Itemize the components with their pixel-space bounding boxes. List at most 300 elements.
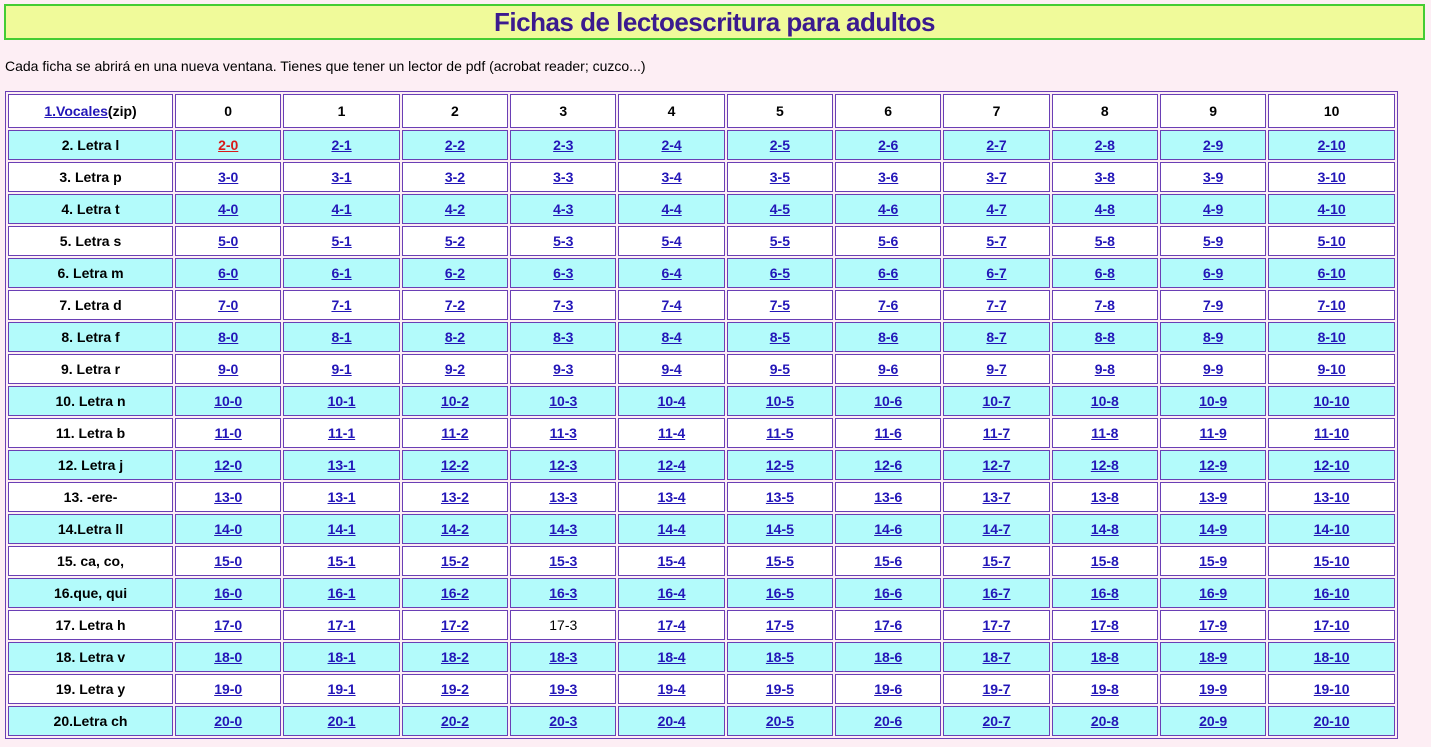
worksheet-cell: [618, 482, 724, 512]
worksheet-cell: [1268, 162, 1395, 192]
worksheet-link[interactable]: 14-9: [1199, 521, 1228, 537]
column-header: 10: [1268, 94, 1395, 128]
worksheet-link[interactable]: 12-7: [982, 457, 1011, 473]
row-label: 4. Letra t: [8, 194, 173, 224]
worksheet-link[interactable]: 13-1: [327, 457, 356, 473]
worksheet-link[interactable]: 8-4: [661, 329, 682, 345]
worksheet-link[interactable]: 12-4: [657, 457, 686, 473]
worksheet-cell: [510, 290, 616, 320]
worksheet-cell: [283, 354, 399, 384]
worksheet-link[interactable]: 6-3: [553, 265, 574, 281]
worksheet-link[interactable]: 8-2: [444, 329, 466, 345]
table-row: [8, 322, 1395, 352]
worksheet-link[interactable]: 20-8: [1090, 713, 1119, 729]
worksheet-cell: [1268, 642, 1395, 672]
worksheet-link[interactable]: 18-0: [214, 649, 243, 665]
worksheet-cell: [283, 162, 399, 192]
worksheet-link[interactable]: 7-7: [986, 297, 1007, 313]
worksheet-link[interactable]: 16-4: [657, 585, 686, 601]
worksheet-link[interactable]: 15-7: [982, 553, 1011, 569]
worksheet-link[interactable]: 3-8: [1094, 169, 1115, 185]
table-row: [8, 514, 1395, 544]
worksheet-link[interactable]: 19-10: [1313, 681, 1350, 697]
worksheet-link[interactable]: 18-3: [549, 649, 578, 665]
worksheet-link[interactable]: 17-7: [982, 617, 1011, 633]
worksheet-cell: [1268, 706, 1395, 736]
worksheet-link[interactable]: 3-3: [553, 169, 574, 185]
row-label: 7. Letra d: [8, 290, 173, 320]
worksheet-link[interactable]: 7-4: [661, 297, 682, 313]
worksheet-link[interactable]: 17-1: [327, 617, 356, 633]
worksheet-cell: [618, 706, 724, 736]
worksheet-link[interactable]: 15-0: [214, 553, 243, 569]
worksheet-link[interactable]: 20-4: [657, 713, 686, 729]
worksheet-link[interactable]: 13-3: [549, 489, 578, 505]
worksheet-link[interactable]: 8-0: [218, 329, 239, 345]
worksheet-cell: [943, 706, 1049, 736]
worksheet-link[interactable]: 2-5: [769, 137, 790, 153]
worksheet-cell: [283, 450, 399, 480]
worksheet-cell: [835, 450, 941, 480]
worksheet-cell: [943, 578, 1049, 608]
row-label: 11. Letra b: [8, 418, 173, 448]
worksheet-link[interactable]: 18-2: [440, 649, 469, 665]
worksheet-link[interactable]: 2-3: [553, 137, 574, 153]
worksheet-link[interactable]: 7-6: [878, 297, 899, 313]
worksheet-link[interactable]: 10-3: [549, 393, 578, 409]
worksheet-link[interactable]: 11-6: [874, 425, 902, 441]
worksheet-link[interactable]: 16-1: [327, 585, 356, 601]
worksheet-link[interactable]: 18-10: [1313, 649, 1350, 665]
worksheet-link[interactable]: 19-2: [440, 681, 469, 697]
worksheet-link[interactable]: 7-3: [553, 297, 574, 313]
worksheet-link[interactable]: 13-1: [327, 489, 356, 505]
worksheet-link[interactable]: 11-4: [657, 425, 686, 441]
worksheet-link[interactable]: 6-9: [1203, 265, 1224, 281]
worksheet-link[interactable]: 14-6: [874, 521, 903, 537]
worksheet-link[interactable]: 6-2: [444, 265, 466, 281]
worksheet-link[interactable]: 12-5: [765, 457, 794, 473]
worksheet-cell: [402, 450, 508, 480]
worksheet-cell: [510, 642, 616, 672]
worksheet-cell: [283, 514, 399, 544]
worksheet-link[interactable]: 11-1: [327, 425, 356, 441]
worksheet-cell: [283, 418, 399, 448]
worksheet-link[interactable]: 18-5: [765, 649, 794, 665]
worksheet-link[interactable]: 20-6: [874, 713, 903, 729]
worksheet-link[interactable]: 11-0: [214, 425, 242, 441]
worksheet-link[interactable]: 8-8: [1094, 329, 1115, 345]
worksheet-link[interactable]: 13-5: [765, 489, 794, 505]
worksheet-link[interactable]: 8-7: [986, 329, 1007, 345]
worksheet-link[interactable]: 3-1: [331, 169, 352, 185]
worksheet-link[interactable]: 5-4: [661, 233, 682, 249]
worksheet-link[interactable]: 16-8: [1090, 585, 1119, 601]
worksheet-link[interactable]: 20-2: [440, 713, 469, 729]
worksheet-link[interactable]: 15-9: [1199, 553, 1228, 569]
row-label: 19. Letra y: [8, 674, 173, 704]
worksheet-cell: [1160, 226, 1266, 256]
worksheet-link[interactable]: 20-7: [982, 713, 1011, 729]
worksheet-link[interactable]: 16-2: [440, 585, 469, 601]
header-first-cell: [8, 94, 173, 128]
worksheet-link[interactable]: 6-4: [661, 265, 682, 281]
worksheet-cell: [402, 546, 508, 576]
worksheet-cell: [727, 482, 833, 512]
worksheet-cell: [1268, 194, 1395, 224]
worksheet-link[interactable]: 14-7: [982, 521, 1011, 537]
worksheet-link[interactable]: 10-9: [1199, 393, 1228, 409]
worksheet-link[interactable]: 17-9: [1199, 617, 1228, 633]
worksheet-link[interactable]: 3-4: [661, 169, 682, 185]
worksheet-cell: [402, 226, 508, 256]
table-row: [8, 194, 1395, 224]
worksheet-link[interactable]: 19-5: [765, 681, 794, 697]
worksheet-cell: [402, 322, 508, 352]
worksheet-link[interactable]: 7-1: [331, 297, 352, 313]
worksheet-cell: [727, 386, 833, 416]
worksheet-link[interactable]: 11-8: [1091, 425, 1119, 441]
worksheet-link[interactable]: 2-8: [1094, 137, 1115, 153]
worksheet-cell: [175, 194, 281, 224]
worksheet-link[interactable]: 11-10: [1314, 425, 1350, 441]
worksheet-link[interactable]: 7-0: [218, 297, 239, 313]
worksheet-link[interactable]: 4-4: [661, 201, 682, 217]
worksheet-link[interactable]: 10-5: [765, 393, 794, 409]
worksheet-cell: [175, 386, 281, 416]
worksheet-link[interactable]: 7-5: [769, 297, 790, 313]
worksheet-link[interactable]: 15-8: [1090, 553, 1119, 569]
worksheet-link[interactable]: 8-10: [1317, 329, 1346, 345]
worksheet-link[interactable]: 12-9: [1199, 457, 1228, 473]
worksheet-cell: [835, 642, 941, 672]
worksheet-link[interactable]: 17-4: [657, 617, 686, 633]
worksheet-cell: [1160, 706, 1266, 736]
table-row: [8, 642, 1395, 672]
worksheet-link[interactable]: 9-8: [1094, 361, 1115, 377]
worksheet-link[interactable]: 10-10: [1313, 393, 1350, 409]
worksheet-cell: [402, 418, 508, 448]
worksheet-link[interactable]: 15-6: [874, 553, 903, 569]
worksheet-link[interactable]: 10-2: [440, 393, 469, 409]
worksheet-cell: [835, 194, 941, 224]
worksheet-link[interactable]: 20-9: [1199, 713, 1228, 729]
worksheet-link[interactable]: 10-4: [657, 393, 686, 409]
worksheet-link[interactable]: 17-2: [440, 617, 469, 633]
worksheet-link[interactable]: 4-3: [553, 201, 574, 217]
worksheet-link[interactable]: 3-10: [1317, 169, 1346, 185]
worksheet-link[interactable]: 8-1: [331, 329, 352, 345]
worksheet-link[interactable]: 5-0: [218, 233, 239, 249]
worksheet-link[interactable]: 17-8: [1090, 617, 1119, 633]
worksheet-link[interactable]: 7-9: [1203, 297, 1224, 313]
worksheet-link[interactable]: 3-9: [1203, 169, 1224, 185]
worksheet-link[interactable]: 10-7: [982, 393, 1011, 409]
worksheet-link[interactable]: 13-7: [982, 489, 1011, 505]
worksheet-link[interactable]: 16-10: [1313, 585, 1350, 601]
worksheet-link[interactable]: 10-1: [327, 393, 356, 409]
worksheet-cell: [618, 386, 724, 416]
worksheet-link[interactable]: 2-1: [331, 137, 352, 153]
worksheet-link[interactable]: 14-0: [214, 521, 243, 537]
worksheet-link[interactable]: 14-3: [549, 521, 578, 537]
worksheet-link[interactable]: 12-3: [549, 457, 578, 473]
worksheet-link[interactable]: 13-4: [657, 489, 686, 505]
worksheet-link[interactable]: 7-2: [444, 297, 466, 313]
worksheet-link[interactable]: 16-7: [982, 585, 1011, 601]
worksheet-cell: [1052, 386, 1158, 416]
worksheet-cell: [283, 482, 399, 512]
worksheet-cell: [510, 546, 616, 576]
worksheet-cell: [175, 418, 281, 448]
worksheet-cell: [618, 418, 724, 448]
worksheet-link[interactable]: 20-0: [214, 713, 243, 729]
row-label: 3. Letra p: [8, 162, 173, 192]
worksheet-link[interactable]: 3-7: [986, 169, 1007, 185]
worksheet-link[interactable]: 19-8: [1090, 681, 1119, 697]
worksheet-cell: [1268, 226, 1395, 256]
worksheet-link[interactable]: 14-4: [657, 521, 686, 537]
worksheet-cell: [727, 322, 833, 352]
worksheet-cell: [727, 642, 833, 672]
worksheet-link[interactable]: 7-10: [1317, 297, 1346, 313]
worksheet-link[interactable]: 8-6: [878, 329, 899, 345]
worksheet-cell: [1268, 418, 1395, 448]
worksheet-link[interactable]: 6-1: [331, 265, 352, 281]
worksheet-cell: [1052, 482, 1158, 512]
worksheet-link[interactable]: 14-8: [1090, 521, 1119, 537]
worksheet-link[interactable]: 9-7: [986, 361, 1007, 377]
worksheet-link[interactable]: 2-9: [1203, 137, 1224, 153]
worksheet-link[interactable]: 4-7: [986, 201, 1007, 217]
worksheet-link[interactable]: 9-3: [553, 361, 574, 377]
worksheet-link[interactable]: 9-10: [1317, 361, 1346, 377]
worksheet-link[interactable]: 16-6: [874, 585, 903, 601]
table-row: [8, 162, 1395, 192]
worksheet-cell: [402, 130, 508, 160]
worksheet-link[interactable]: 5-3: [553, 233, 574, 249]
worksheet-cell: [1160, 130, 1266, 160]
worksheet-link[interactable]: 15-10: [1313, 553, 1350, 569]
worksheet-link[interactable]: 3-2: [444, 169, 466, 185]
worksheet-cell: [510, 514, 616, 544]
worksheet-link[interactable]: 6-10: [1317, 265, 1346, 281]
worksheet-cell: [835, 674, 941, 704]
worksheet-cell: [727, 578, 833, 608]
worksheet-link[interactable]: 18-8: [1090, 649, 1119, 665]
worksheet-link[interactable]: 6-6: [878, 265, 899, 281]
worksheet-link[interactable]: 2-4: [661, 137, 682, 153]
worksheet-link[interactable]: 14-5: [765, 521, 794, 537]
worksheet-link[interactable]: 7-8: [1094, 297, 1115, 313]
worksheet-link[interactable]: 17-6: [874, 617, 903, 633]
worksheet-cell: [175, 610, 281, 640]
column-header: 4: [618, 94, 724, 128]
worksheet-link[interactable]: 18-7: [982, 649, 1011, 665]
worksheet-link[interactable]: 10-0: [214, 393, 243, 409]
worksheet-link[interactable]: 9-0: [218, 361, 239, 377]
worksheet-cell: [727, 194, 833, 224]
worksheet-cell: [175, 290, 281, 320]
worksheet-link[interactable]: 9-4: [661, 361, 682, 377]
worksheet-cell: [1268, 290, 1395, 320]
worksheet-link[interactable]: 20-5: [765, 713, 794, 729]
worksheet-link[interactable]: 6-7: [986, 265, 1007, 281]
worksheet-link[interactable]: 2-10: [1317, 137, 1346, 153]
worksheet-link[interactable]: 19-4: [657, 681, 686, 697]
worksheet-link[interactable]: 16-3: [549, 585, 578, 601]
worksheet-link[interactable]: 6-5: [769, 265, 790, 281]
worksheet-link[interactable]: 14-1: [327, 521, 356, 537]
worksheet-cell: [402, 674, 508, 704]
table-row: [8, 418, 1395, 448]
worksheet-link[interactable]: 9-6: [878, 361, 899, 377]
worksheet-link[interactable]: 8-3: [553, 329, 574, 345]
table-row: [8, 578, 1395, 608]
worksheet-link[interactable]: 19-3: [549, 681, 578, 697]
worksheet-link[interactable]: 4-2: [444, 201, 466, 217]
worksheet-cell: [835, 258, 941, 288]
worksheet-link[interactable]: 5-9: [1203, 233, 1224, 249]
worksheet-link[interactable]: 13-6: [874, 489, 903, 505]
worksheet-link[interactable]: 4-8: [1094, 201, 1115, 217]
worksheet-link[interactable]: 5-5: [769, 233, 790, 249]
worksheet-link[interactable]: 5-8: [1094, 233, 1115, 249]
worksheet-link[interactable]: 3-5: [769, 169, 790, 185]
worksheet-cell: [835, 386, 941, 416]
worksheet-link[interactable]: 18-4: [657, 649, 686, 665]
worksheet-link[interactable]: 4-6: [878, 201, 899, 217]
worksheet-cell: [1160, 546, 1266, 576]
worksheet-cell: [175, 130, 281, 160]
worksheet-link[interactable]: 4-0: [218, 201, 239, 217]
worksheet-link[interactable]: 19-6: [874, 681, 903, 697]
worksheet-cell: [510, 162, 616, 192]
worksheet-link[interactable]: 14-2: [440, 521, 469, 537]
worksheet-link[interactable]: 18-6: [874, 649, 903, 665]
worksheet-link[interactable]: 2-2: [444, 137, 466, 153]
worksheet-link[interactable]: 13-8: [1090, 489, 1119, 505]
worksheet-cell: [1268, 354, 1395, 384]
worksheet-link[interactable]: 10-8: [1090, 393, 1119, 409]
worksheet-link[interactable]: 2-7: [986, 137, 1007, 153]
worksheet-link[interactable]: 15-5: [765, 553, 794, 569]
worksheet-link[interactable]: 11-5: [766, 425, 794, 441]
worksheet-cell: [1268, 514, 1395, 544]
worksheet-link[interactable]: 5-6: [878, 233, 899, 249]
worksheet-link[interactable]: 9-2: [444, 361, 466, 377]
worksheet-cell: [1160, 354, 1266, 384]
row-label: 2. Letra l: [8, 130, 173, 160]
worksheet-cell: [1052, 130, 1158, 160]
worksheet-link[interactable]: 2-0: [218, 137, 239, 153]
worksheet-link[interactable]: 5-7: [986, 233, 1007, 249]
worksheet-link[interactable]: 10-6: [874, 393, 903, 409]
worksheet-link[interactable]: 12-2: [440, 457, 469, 473]
worksheet-link[interactable]: 11-3: [549, 425, 577, 441]
worksheet-link[interactable]: 17-5: [765, 617, 794, 633]
worksheet-link[interactable]: 9-9: [1203, 361, 1224, 377]
worksheet-cell: [1268, 482, 1395, 512]
worksheet-link[interactable]: 9-5: [769, 361, 790, 377]
worksheet-link[interactable]: 12-10: [1313, 457, 1350, 473]
worksheet-cell: [835, 482, 941, 512]
worksheet-link[interactable]: 5-2: [444, 233, 466, 249]
worksheet-link[interactable]: 17-10: [1313, 617, 1350, 633]
worksheet-cell: [727, 354, 833, 384]
worksheet-link[interactable]: 20-1: [327, 713, 356, 729]
worksheet-link[interactable]: 13-10: [1313, 489, 1350, 505]
row-label: 13. -ere-: [8, 482, 173, 512]
worksheet-link[interactable]: 9-1: [331, 361, 352, 377]
worksheet-cell: [1268, 610, 1395, 640]
worksheet-link[interactable]: 15-4: [657, 553, 686, 569]
worksheet-link[interactable]: 4-5: [769, 201, 790, 217]
worksheet-cell: [835, 130, 941, 160]
worksheet-link[interactable]: 19-0: [214, 681, 243, 697]
worksheet-link[interactable]: 16-9: [1199, 585, 1228, 601]
worksheet-link[interactable]: 13-2: [440, 489, 469, 505]
worksheet-link[interactable]: 4-10: [1317, 201, 1346, 217]
worksheet-link[interactable]: 13-0: [214, 489, 243, 505]
worksheet-cell: [835, 354, 941, 384]
worksheet-cell: [1052, 162, 1158, 192]
worksheet-link[interactable]: 2-6: [878, 137, 899, 153]
worksheet-link[interactable]: 18-1: [327, 649, 356, 665]
worksheet-link[interactable]: 4-1: [331, 201, 352, 217]
worksheet-cell: [175, 482, 281, 512]
worksheet-link[interactable]: 3-0: [218, 169, 239, 185]
worksheet-link[interactable]: 19-7: [982, 681, 1011, 697]
worksheet-link[interactable]: 14-10: [1313, 521, 1350, 537]
worksheet-cell: [402, 642, 508, 672]
worksheet-link[interactable]: 15-1: [327, 553, 356, 569]
worksheet-link[interactable]: 16-5: [765, 585, 794, 601]
worksheet-cell: [175, 642, 281, 672]
worksheet-link[interactable]: 19-9: [1199, 681, 1228, 697]
worksheet-link[interactable]: 18-9: [1199, 649, 1228, 665]
worksheet-link[interactable]: 20-10: [1313, 713, 1350, 729]
worksheet-link[interactable]: 20-3: [549, 713, 578, 729]
worksheet-cell: [835, 290, 941, 320]
worksheet-link[interactable]: 16-0: [214, 585, 243, 601]
worksheet-link[interactable]: 12-0: [214, 457, 243, 473]
worksheet-link[interactable]: 12-6: [874, 457, 903, 473]
worksheet-link[interactable]: 6-8: [1094, 265, 1115, 281]
table-row: [8, 258, 1395, 288]
worksheet-link[interactable]: 8-5: [769, 329, 790, 345]
worksheet-link[interactable]: 12-8: [1090, 457, 1119, 473]
worksheet-cell: [1160, 386, 1266, 416]
worksheet-link[interactable]: 15-3: [549, 553, 578, 569]
worksheet-link[interactable]: 5-10: [1317, 233, 1346, 249]
worksheet-link[interactable]: 6-0: [218, 265, 239, 281]
vocales-zip-link[interactable]: 1.Vocales: [44, 103, 108, 119]
worksheet-link[interactable]: 5-1: [331, 233, 352, 249]
worksheet-link[interactable]: 11-7: [982, 425, 1011, 441]
worksheet-link[interactable]: 11-2: [441, 425, 469, 441]
worksheet-link[interactable]: 15-2: [440, 553, 469, 569]
worksheet-link[interactable]: 8-9: [1203, 329, 1224, 345]
worksheet-cell: [283, 610, 399, 640]
worksheet-link[interactable]: 17-0: [214, 617, 243, 633]
worksheet-link[interactable]: 13-9: [1199, 489, 1228, 505]
worksheet-link[interactable]: 3-6: [878, 169, 899, 185]
worksheet-cell: [283, 322, 399, 352]
worksheet-link[interactable]: 19-1: [327, 681, 356, 697]
worksheet-link[interactable]: 4-9: [1203, 201, 1224, 217]
worksheet-link[interactable]: 11-9: [1199, 425, 1227, 441]
